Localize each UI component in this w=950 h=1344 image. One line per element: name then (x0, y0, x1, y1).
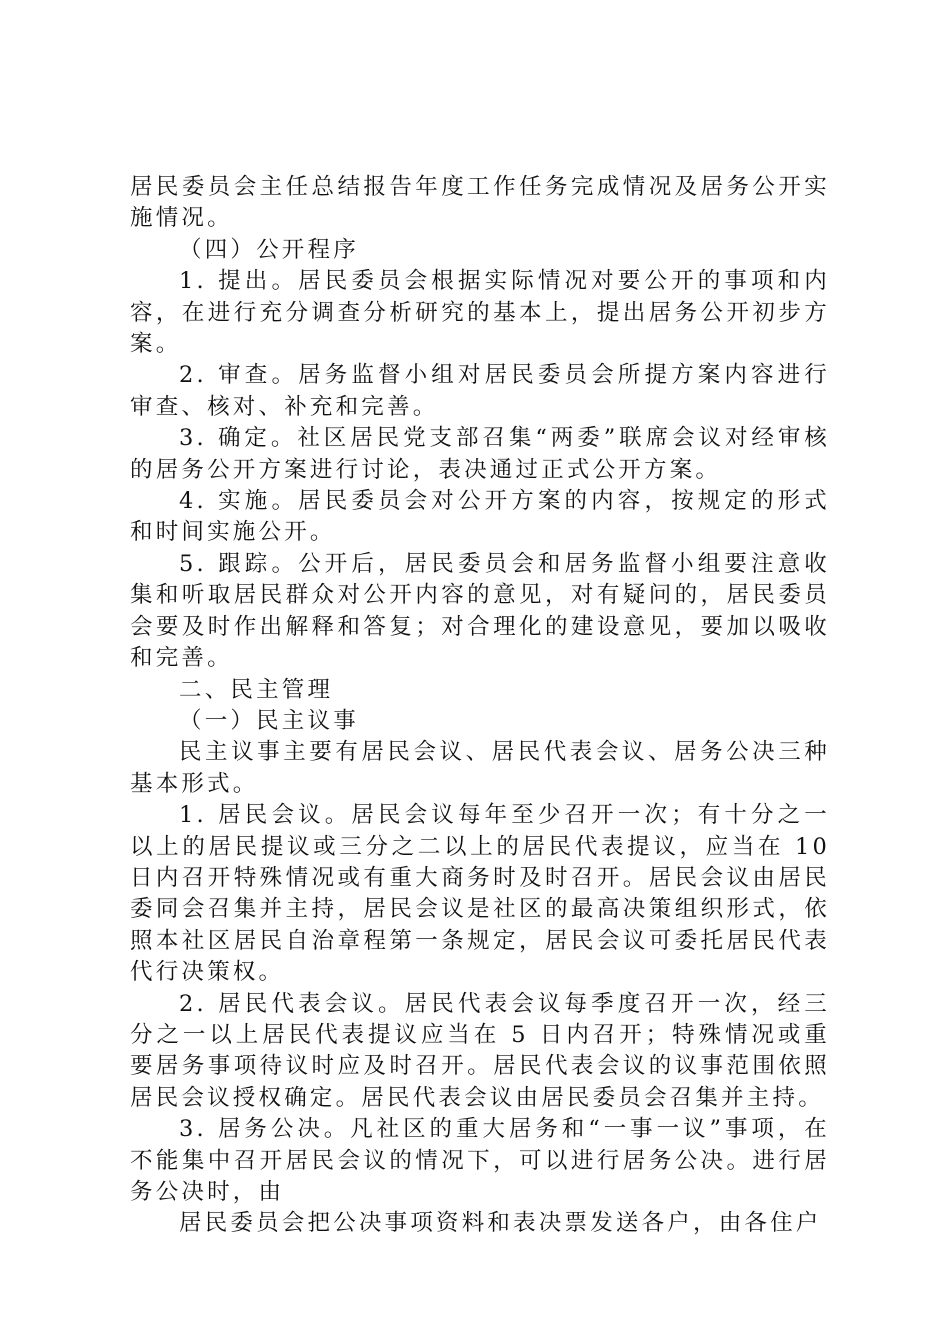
paragraph-report-summary: 居民委员会主任总结报告年度工作任务完成情况及居务公开实施情况。 (130, 174, 830, 232)
paragraph-affairs-referendum: 3. 居务公决。凡社区的重大居务和“一事一议”事项，在不能集中召开居民会议的情况下，可以进行居务公决。进行居务公决时，由 (130, 1116, 830, 1205)
heading-democratic-management: 二、民主管理 (179, 676, 334, 703)
paragraph-step-implement: 4. 实施。居民委员会对公开方案的内容，按规定的形式和时间实施公开。 (130, 488, 830, 546)
paragraph-step-review: 2. 审查。居务监督小组对居民委员会所提方案内容进行审查、核对、补充和完善。 (130, 362, 830, 420)
paragraph-deliberation-forms: 民主议事主要有居民会议、居民代表会议、居务公决三种基本形式。 (130, 739, 830, 797)
paragraph-step-propose: 1. 提出。居民委员会根据实际情况对要公开的事项和内容，在进行充分调查分析研究的基本上，提出居务公开初步方案。 (130, 268, 830, 358)
paragraph-step-track: 5. 跟踪。公开后，居民委员会和居务监督小组要注意收集和听取居民群众对公开内容的意见，对有疑问的，居民委员会要及时作出解释和答复；对合理化的建设意见，要加以吸收和完善。 (130, 550, 830, 672)
paragraph-residents-meeting: 1. 居民会议。居民会议每年至少召开一次；有十分之一以上的居民提议或三分之二以上的居民代表提议，应当在 10 日内召开特殊情况或有重大商务时及时召开。居民会议由居民委同会召集并主持，居民会议是社区的最高决策组织形式，依照本社区居民自治章程第一条规定，居民会议可委托居民代表代行决策权。 (130, 802, 830, 986)
document-body (130, 172, 830, 1240)
heading-disclosure-procedure: （四）公开程序 (179, 236, 359, 263)
paragraph-representatives-meeting: 2. 居民代表会议。居民代表会议每季度召开一次，经三分之一以上居民代表提议应当在 5 日内召开；特殊情况或重要居务事项待议时应及时召开。居民代表会议的议事范围依照居民会议授权确定。居民代表会议由居民委员会召集并主持。 (130, 990, 830, 1111)
paragraph-referendum-continued: 居民委员会把公决事项资料和表决票发送各户，由各住户 (179, 1210, 822, 1237)
heading-democratic-deliberation: （一）民主议事 (179, 707, 359, 734)
paragraph-step-confirm: 3. 确定。社区居民党支部召集“两委”联席会议对经审核的居务公开方案进行讨论，表决通过正式公开方案。 (130, 425, 830, 483)
